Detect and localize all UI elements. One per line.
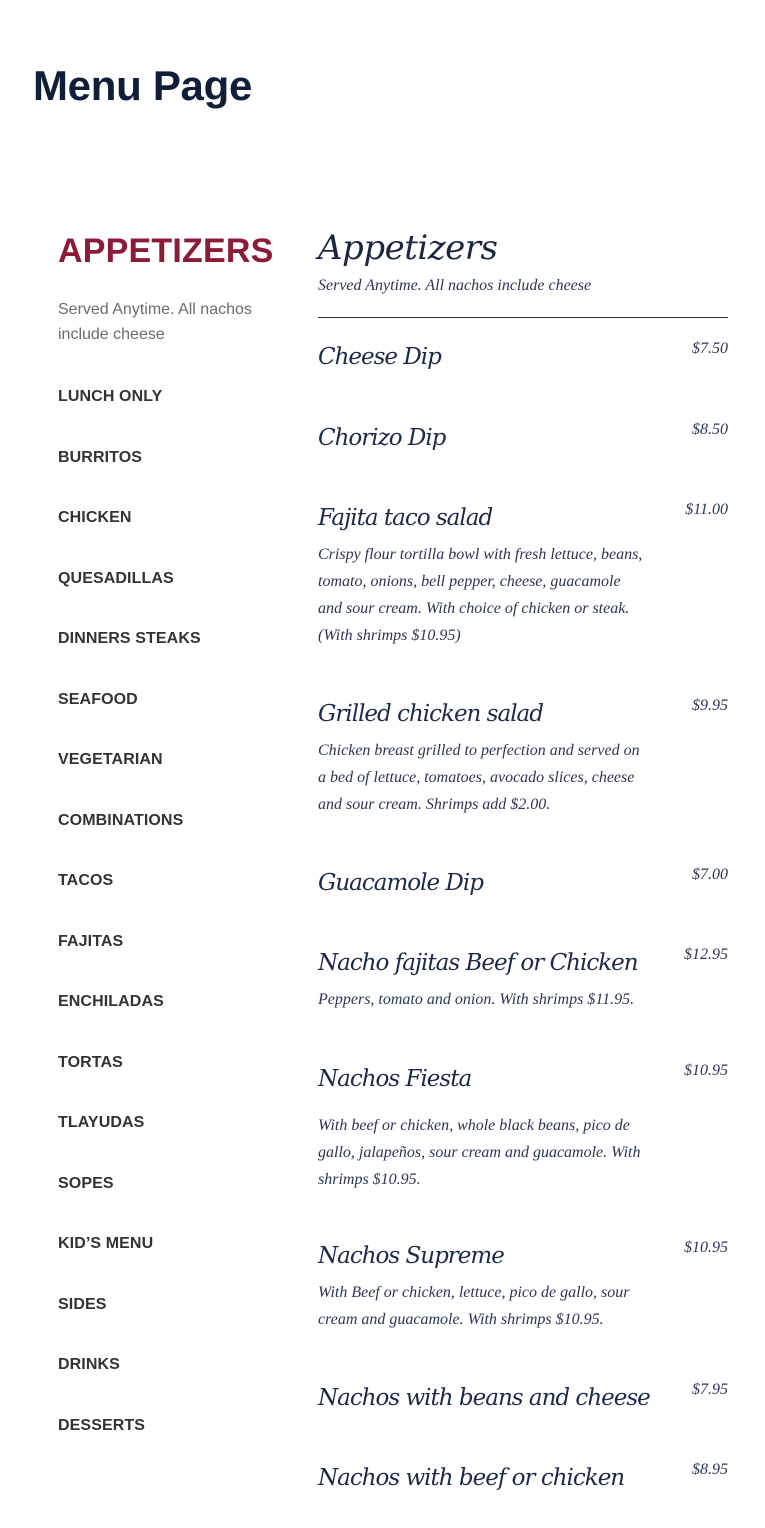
menu-item-name: Chorizo Dip [318, 425, 446, 451]
nav-item-quesadillas[interactable]: QUESADILLAS [58, 569, 174, 587]
menu-item-name: Nachos with beans and cheese [318, 1385, 650, 1411]
menu-item-name: Nachos Supreme [318, 1243, 504, 1269]
menu-item-name: Nachos with beef or chicken [318, 1465, 625, 1491]
menu-item-price: $12.95 [684, 946, 728, 963]
menu-item-name: Nachos Fiesta [318, 1066, 472, 1092]
menu-item-price: $8.95 [692, 1461, 728, 1478]
nav-item-sides[interactable]: SIDES [58, 1295, 107, 1313]
menu-item-description: With Beef or chicken, lettuce, pico de gallo, sour cream and guacamole. With shrimps $10.95. [318, 1284, 630, 1328]
menu-item-description: Crispy flour tortilla bowl with fresh lettuce, beans, tomato, onions, bell pepper, cheese, guacamole and sour cream. With choice of chicken or steak. (With shrimps $10.95) [318, 546, 643, 644]
menu-item-description: Chicken breast grilled to perfection and served on a bed of lettuce, tomatoes, avocado slices, cheese and sour cream. Shrimps add $2.00. [318, 742, 640, 813]
section-subtitle: Served Anytime. All nachos include cheese [318, 277, 592, 294]
sidebar-active-category: APPETIZERS [58, 232, 274, 270]
menu-item-price: $9.95 [692, 697, 728, 714]
menu-item-description: Peppers, tomato and onion. With shrimps $11.95. [318, 991, 635, 1008]
menu-item-name: Guacamole Dip [318, 870, 483, 896]
menu-item-name: Fajita taco salad [318, 505, 493, 531]
nav-item-burritos[interactable]: BURRITOS [58, 448, 143, 466]
nav-item-drinks[interactable]: DRINKS [58, 1356, 120, 1373]
nav-item-combinations[interactable]: COMBINATIONS [58, 811, 184, 829]
nav-item-vegetarian[interactable]: VEGETARIAN [58, 751, 163, 768]
nav-item-fajitas[interactable]: FAJITAS [58, 932, 124, 950]
sidebar-category-description: Served Anytime. All nachos include cheese [58, 301, 252, 343]
category-nav [58, 388, 201, 1477]
nav-item-chicken[interactable]: CHICKEN [58, 509, 132, 526]
nav-item-kids-menu[interactable]: KID’S MENU [58, 1235, 154, 1252]
nav-item-tlayudas[interactable]: TLAYUDAS [58, 1114, 145, 1131]
section-title: Appetizers [318, 228, 498, 268]
nav-item-lunch-only[interactable]: LUNCH ONLY [58, 388, 163, 405]
nav-item-sopes[interactable]: SOPES [58, 1174, 114, 1192]
nav-item-tortas[interactable]: TORTAS [58, 1053, 123, 1071]
menu-item-price: $7.95 [692, 1381, 728, 1398]
menu-section [318, 224, 728, 1491]
nav-item-enchiladas[interactable]: ENCHILADAS [58, 993, 164, 1010]
section-divider [318, 317, 728, 318]
nav-item-seafood[interactable]: SEAFOOD [58, 690, 138, 708]
nav-item-dinners-steaks[interactable]: DINNERS STEAKS [58, 630, 201, 647]
menu-item-price: $7.50 [692, 340, 728, 357]
menu-item-description: With beef or chicken, whole black beans, pico de gallo, jalapeños, sour cream and guacamole. With shrimps $10.95. [318, 1117, 641, 1188]
nav-item-tacos[interactable]: TACOS [58, 872, 114, 889]
menu-item-name: Cheese Dip [318, 344, 441, 370]
menu-item-price: $10.95 [684, 1062, 728, 1079]
nav-item-desserts[interactable]: DESSERTS [58, 1416, 146, 1434]
page-title: Menu Page [33, 62, 253, 109]
menu-item-name: Grilled chicken salad [318, 701, 543, 727]
menu-item-name: Nacho fajitas Beef or Chicken [318, 950, 638, 976]
menu-item-price: $10.95 [684, 1239, 728, 1256]
menu-item-price: $8.50 [692, 421, 728, 438]
category-sidebar [58, 232, 283, 1434]
menu-item-price: $7.00 [692, 866, 728, 883]
menu-item-price: $11.00 [685, 501, 728, 518]
